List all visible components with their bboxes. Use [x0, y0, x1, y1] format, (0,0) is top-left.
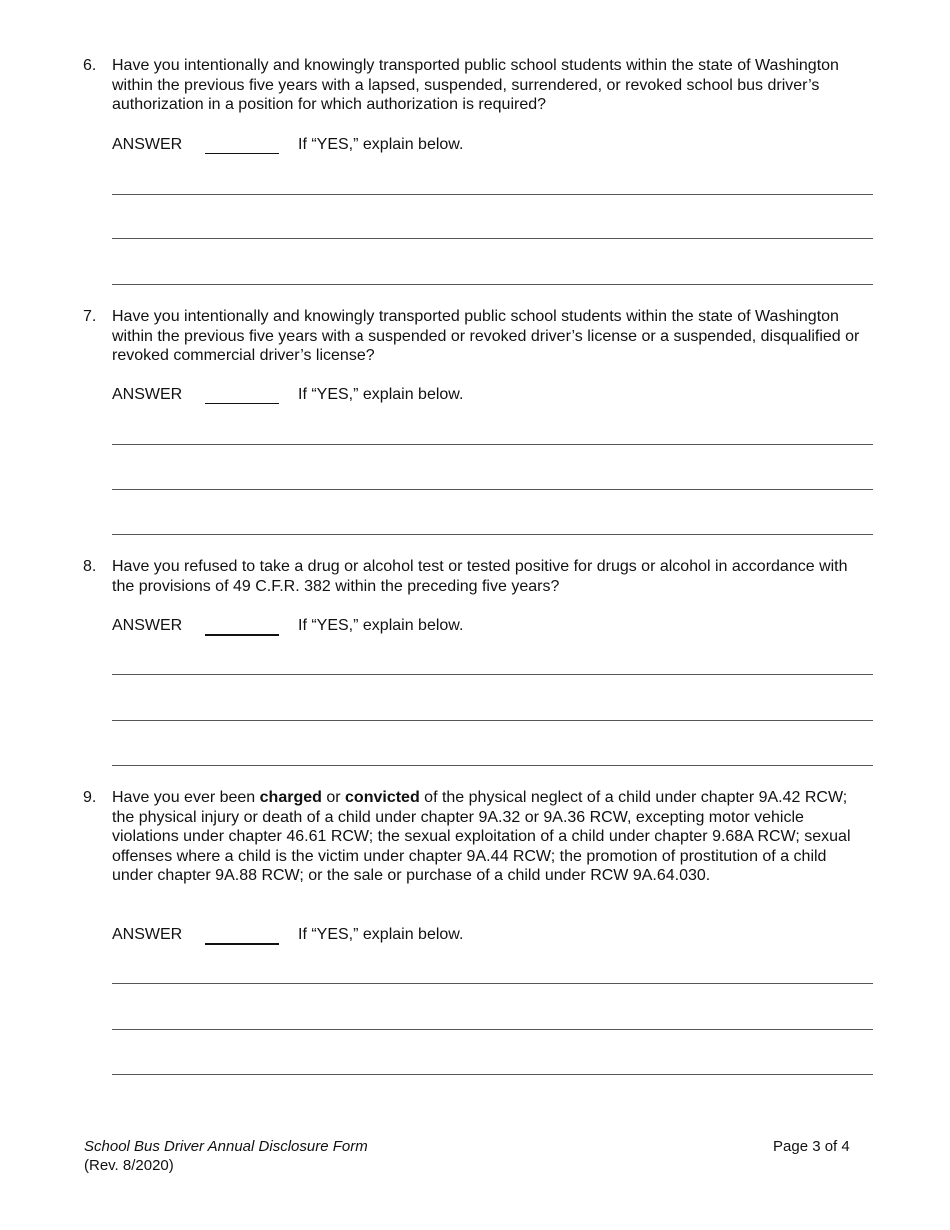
answer-label: ANSWER [112, 386, 183, 403]
explanation-line[interactable] [112, 238, 873, 239]
question-text: Have you intentionally and knowingly transported public school students within the state of Washington within the previous five years with a suspended or revoked driver’s license or a suspended, disqualified or revoked commercial driver’s license? [112, 308, 860, 364]
explanation-line[interactable] [112, 674, 873, 675]
question-number: 6. [83, 57, 97, 74]
question-number: 9. [83, 789, 97, 806]
answer-row-8 [112, 616, 612, 638]
answer-hint: If “YES,” explain below. [298, 926, 464, 943]
answer-blank-field[interactable] [205, 403, 279, 404]
answer-hint: If “YES,” explain below. [298, 136, 464, 153]
explanation-line[interactable] [112, 765, 873, 766]
answer-row-7 [112, 385, 612, 407]
footer-form-title: School Bus Driver Annual Disclosure Form [84, 1138, 368, 1155]
question-text: Have you refused to take a drug or alcohol test or tested positive for drugs or alcohol in accordance with the provisions of 49 C.F.R. 382 within the preceding five years? [112, 558, 848, 595]
explanation-line[interactable] [112, 534, 873, 535]
explanation-line[interactable] [112, 1029, 873, 1030]
question-text-part: of the physical neglect of a child under chapter 9A.42 RCW; the physical injury or death of a child under chapter 9A.32 or 9A.36 RCW, excepting motor vehicle violations under chapter 46.61 RCW; the sexual exploitation of a child under chapter 9.68A RCW; sexual offenses where a child is the victim under chapter 9A.44 RCW; the promotion of prostitution of a child under chapter 9A.88 RCW; or the sale or purchase of a child under RCW 9A.64.030. [112, 789, 851, 884]
explanation-line[interactable] [112, 489, 873, 490]
explanation-line[interactable] [112, 444, 873, 445]
answer-blank-field[interactable] [205, 153, 279, 154]
question-number: 7. [83, 308, 97, 325]
explanation-line[interactable] [112, 1074, 873, 1075]
explanation-line[interactable] [112, 983, 873, 984]
bold-term-charged: charged [259, 789, 322, 806]
footer-page-number: Page 3 of 4 [773, 1138, 850, 1155]
footer-revision: (Rev. 8/2020) [84, 1157, 174, 1174]
answer-hint: If “YES,” explain below. [298, 617, 464, 634]
question-text-part: Have you ever been [112, 789, 260, 806]
answer-label: ANSWER [112, 617, 183, 634]
explanation-line[interactable] [112, 194, 873, 195]
explanation-line[interactable] [112, 284, 873, 285]
explanation-line[interactable] [112, 720, 873, 721]
answer-blank-field[interactable] [205, 943, 279, 945]
question-text [112, 788, 867, 886]
answer-label: ANSWER [112, 136, 183, 153]
answer-row-9 [112, 925, 612, 947]
answer-hint: If “YES,” explain below. [298, 386, 464, 403]
answer-label: ANSWER [112, 926, 183, 943]
bold-term-convicted: convicted [345, 789, 420, 806]
answer-row-6 [112, 135, 612, 157]
question-number: 8. [83, 558, 97, 575]
question-text: Have you intentionally and knowingly transported public school students within the state of Washington within the previous five years with a lapsed, suspended, surrendered, or revoked school bus driver’s authorization in a position for which authorization is required? [112, 57, 839, 113]
question-text-part: or [321, 789, 346, 806]
answer-blank-field[interactable] [205, 634, 279, 636]
